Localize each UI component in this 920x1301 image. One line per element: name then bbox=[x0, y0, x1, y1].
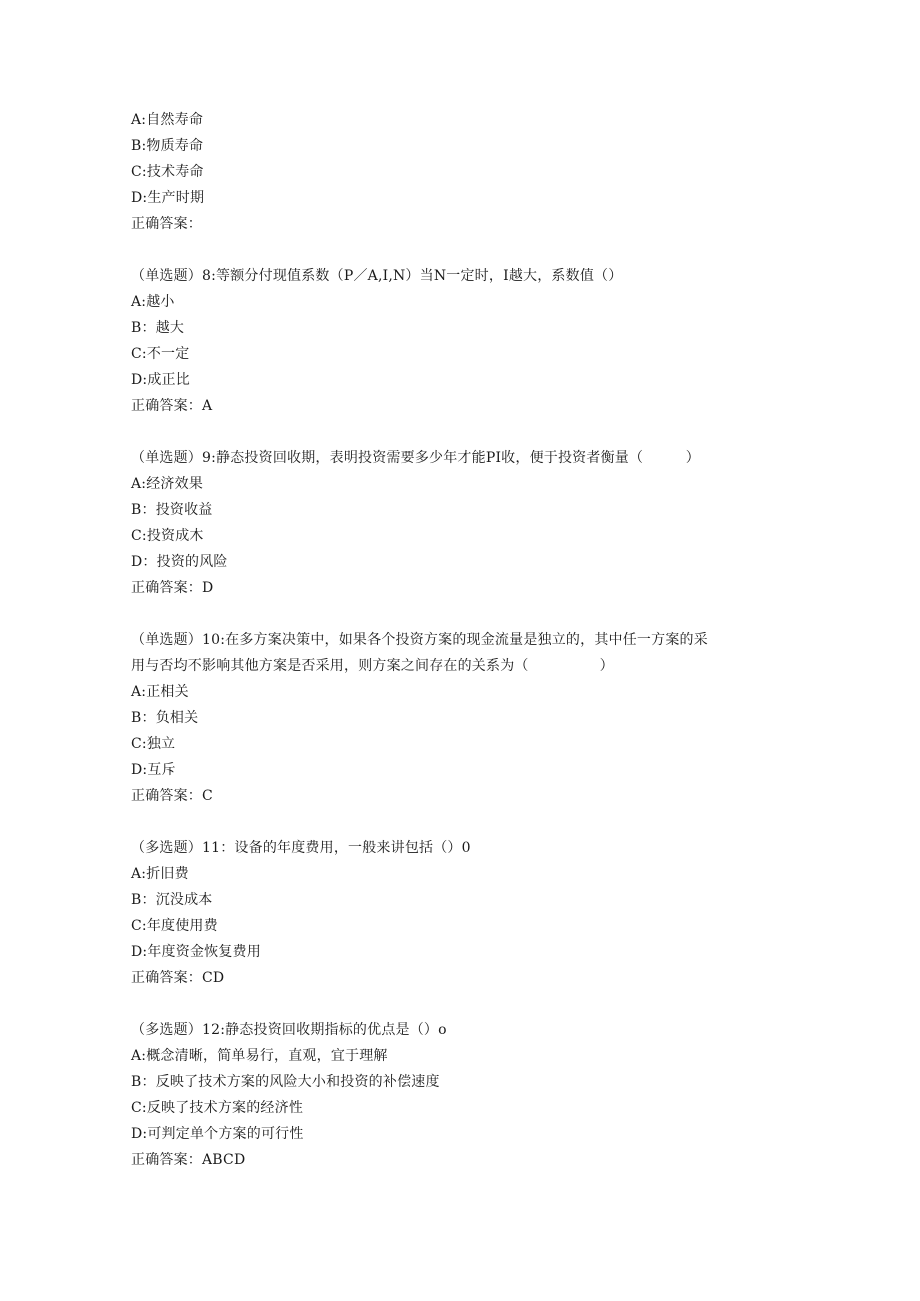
answer-option: C:不一定 bbox=[131, 346, 190, 362]
question-block bbox=[131, 1017, 771, 1173]
answer-option: B：越大 bbox=[131, 320, 185, 336]
question-block bbox=[131, 627, 771, 809]
correct-answer: 正确答案：CD bbox=[131, 970, 225, 986]
answer-option: A:自然寿命 bbox=[131, 112, 204, 128]
answer-option: D：投资的风险 bbox=[131, 554, 228, 570]
question-block bbox=[131, 263, 771, 419]
answer-option: B：负相关 bbox=[131, 710, 199, 726]
answer-option: A:折旧费 bbox=[131, 866, 189, 882]
block-spacer bbox=[131, 601, 771, 627]
answer-option: B：沉没成本 bbox=[131, 892, 213, 908]
answer-option: D:年度资金恢复费用 bbox=[131, 944, 261, 960]
answer-option: B:物质寿命 bbox=[131, 138, 204, 154]
answer-option: D:成正比 bbox=[131, 372, 190, 388]
correct-answer: 正确答案：D bbox=[131, 580, 214, 596]
answer-option: C:投资成木 bbox=[131, 528, 204, 544]
block-spacer bbox=[131, 237, 771, 263]
answer-option: A:越小 bbox=[131, 294, 175, 310]
correct-answer: 正确答案： bbox=[131, 216, 202, 232]
answer-option: A:概念清晰，简单易行，直观，宜于理解 bbox=[131, 1048, 388, 1064]
question-stem: （多选题）12:静态投资回收期指标的优点是（）o bbox=[131, 1022, 447, 1038]
question-stem: （单选题）8:等额分付现值系数（P／A,I,N）当N一定时，I越大，系数值（） bbox=[131, 268, 623, 284]
answer-option: D:互斥 bbox=[131, 762, 176, 778]
correct-answer: 正确答案：ABCD bbox=[131, 1152, 246, 1168]
block-spacer bbox=[131, 809, 771, 835]
question-stem: （单选题）9:静态投资回收期，表明投资需要多少年才能PI收，便于投资者衡量（ ） bbox=[131, 450, 700, 466]
answer-option: B：投资收益 bbox=[131, 502, 213, 518]
question-block bbox=[131, 445, 771, 601]
block-spacer bbox=[131, 419, 771, 445]
answer-option: D:生产时期 bbox=[131, 190, 205, 206]
answer-option: A:正相关 bbox=[131, 684, 189, 700]
answer-option: C:反映了技术方案的经济性 bbox=[131, 1100, 304, 1116]
block-spacer bbox=[131, 991, 771, 1017]
correct-answer: 正确答案：A bbox=[131, 398, 213, 414]
answer-option: A:经济效果 bbox=[131, 476, 204, 492]
question-stem: （多选题）11：设备的年度费用，一般来讲包括（）0 bbox=[131, 840, 471, 856]
answer-option: D:可判定单个方案的可行性 bbox=[131, 1126, 304, 1142]
answer-option: B：反映了技术方案的风险大小和投资的补偿速度 bbox=[131, 1074, 440, 1090]
question-stem: 用与否均不影响其他方案是否采用，则方案之间存在的关系为（ ） bbox=[131, 658, 614, 674]
answer-option: C:年度使用费 bbox=[131, 918, 218, 934]
question-block bbox=[131, 835, 771, 991]
correct-answer: 正确答案：C bbox=[131, 788, 213, 804]
question-list bbox=[131, 107, 771, 1173]
answer-option: C:独立 bbox=[131, 736, 176, 752]
question-stem: （单选题）10:在多方案决策中，如果各个投资方案的现金流量是独立的，其中任一方案的采 bbox=[131, 632, 708, 648]
question-block-partial bbox=[131, 107, 771, 237]
answer-option: C:技术寿命 bbox=[131, 164, 204, 180]
